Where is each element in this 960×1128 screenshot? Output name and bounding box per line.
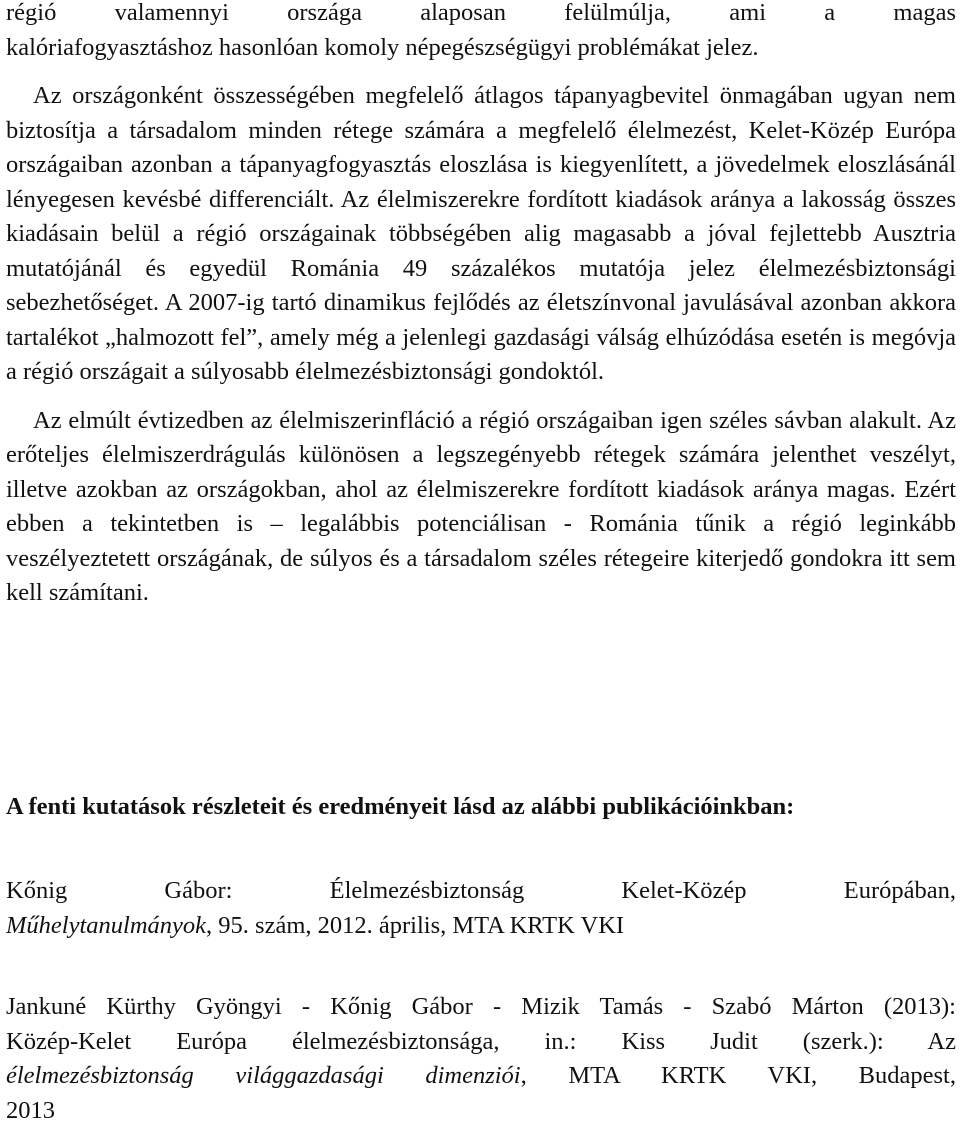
reference-2 — [6, 990, 956, 1128]
reference-1-journal: Műhelytanulmányok — [6, 912, 206, 939]
document-page — [6, 0, 956, 611]
reference-2-title: Közép-Kelet Európa élelmezésbiztonsága, in.: Kiss Judit (szerk.): Az — [6, 1025, 956, 1060]
reference-1-line-2 — [6, 909, 956, 944]
reference-1-line-1: Kőnig Gábor: Élelmezésbiztonság Kelet-Közép Európában, — [6, 874, 956, 909]
reference-2-line-3 — [6, 1059, 956, 1094]
reference-2-publisher: , MTA KRTK VKI, Budapest, — [521, 1062, 956, 1089]
paragraph-2: Az országonként összességében megfelelő átlagos tápanyagbevitel önmagában ugyan nem biztosítja a társadalom minden rétege számára a megfelelő élelmezést, Kelet-Közép Európa országaiban azonban a tápanyagfogyasztás eloszlása is kiegyenlített, a jövedelmek eloszlásánál lényegesen kevésbé differenciált. Az élelmiszerekre fordított kiadások aránya a lakosság összes kiadásain belül a régió országainak többségében alig magasabb a jóval fejlettebb Ausztria mutatójánál és egyedül Románia 49 százalékos mutatója jelez élelmezésbiztonsági sebezhetőséget. A 2007-ig tartó dinamikus fejlődés az életszínvonal javulásával azonban akkora tartalékot „halmozott fel”, amely még a jelenlegi gazdasági válság elhúzódása esetén is megóvja a régió országait a súlyosabb élelmezésbiztonsági gondoktól. — [6, 79, 956, 390]
reference-1 — [6, 874, 956, 943]
paragraph-1-line-1: régió valamennyi országa alaposan felülmúlja, ami a magas — [6, 0, 956, 31]
paragraph-3: Az elmúlt évtizedben az élelmiszerinfláció a régió országaiban igen széles sávban alakult. Az erőteljes élelmiszerdrágulás különösen a legszegényebb rétegek számára jelenthet veszélyt, illetve azokban az országokban, ahol az élelmiszerekre fordított kiadások aránya magas. Ezért ebben a tekintetben is – legalábbis potenciálisan - Románia tűnik a régió leginkább veszélyeztetett országának, de súlyos és a társadalom széles rétegeire kiterjedő gondokra itt sem kell számítani. — [6, 404, 956, 611]
publications-heading: A fenti kutatások részleteit és eredményeit lásd az alábbi publikációinkban: — [6, 790, 956, 824]
paragraph-1-line-2: kalóriafogyasztáshoz hasonlóan komoly népegészségügyi problémákat jelez. — [6, 31, 956, 66]
reference-2-book-title: élelmezésbiztonság világgazdasági dimenziói — [6, 1062, 521, 1089]
paragraph-1 — [6, 0, 956, 65]
reference-1-details: , 95. szám, 2012. április, MTA KRTK VKI — [206, 912, 624, 939]
reference-2-year: 2013 — [6, 1094, 956, 1128]
reference-2-authors: Jankuné Kürthy Gyöngyi - Kőnig Gábor - Mizik Tamás - Szabó Márton (2013): — [6, 990, 956, 1025]
